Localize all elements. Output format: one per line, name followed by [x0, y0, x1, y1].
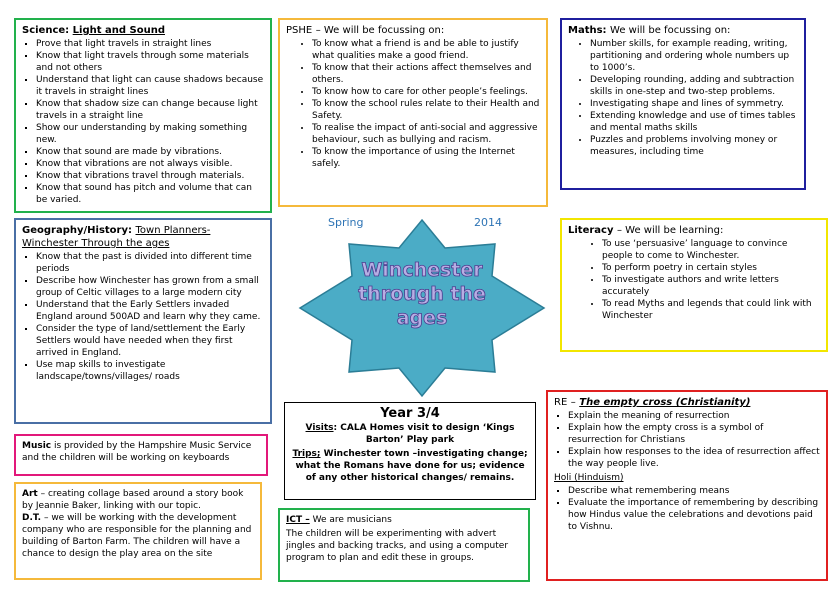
list-item: ▪ Consider the type of land/settlement the Early Settlers would have needed when they first arrived in England. [36, 323, 264, 359]
list-item: • To perform poetry in certain styles [602, 262, 820, 274]
geography-subtitle: Town Planners- Winchester Through the ages [22, 225, 211, 249]
list-item: • To know what a friend is and be able to justify what qualities make a good friend. [312, 38, 540, 62]
visits-text: : CALA Homes visit to design ‘Kings Barton’ Play park [333, 423, 515, 445]
geography-list [22, 251, 264, 383]
list-item: • To use ‘persuasive’ language to convince people to come to Winchester. [602, 238, 820, 262]
pshe-header [286, 24, 540, 37]
literacy-intro: – We will be learning: [616, 225, 724, 236]
geography-title: Geography/History: [22, 225, 132, 236]
pshe-title: PSHE [286, 25, 313, 36]
list-item: • To investigate authors and write letters accurately [602, 274, 820, 298]
list-item: ▪ Evaluate the importance of remembering by describing how Hindus value the celebrations and devotions paid to Vishnu. [568, 497, 820, 533]
list-item: ▪ Know that shadow size can change because light travels in a straight line [36, 98, 264, 122]
music-title: Music [22, 441, 52, 451]
list-item: • To read Myths and legends that could link with Winchester [602, 298, 820, 322]
list-item: • Number skills, for example reading, writing, partitioning and ordering whole numbers up to 1000’s. [590, 38, 798, 74]
list-item: • Puzzles and problems involving money or measures, including time [590, 134, 798, 158]
pshe-intro: – We will be focussing on: [315, 25, 445, 36]
list-item: • Developing rounding, adding and subtraction skills in one-step and two-step problems. [590, 74, 798, 98]
topic-star [298, 218, 546, 398]
science-subtitle: Light and Sound [72, 25, 165, 36]
dt-text-block [22, 512, 254, 560]
science-title: Science: [22, 25, 70, 36]
geography-box [14, 218, 272, 424]
dt-text: – we will be working with the development company who are responsible for the planning and building of Barton Farm. The children will have a chance to design the play area on the site [22, 513, 252, 559]
ict-box [278, 508, 530, 582]
list-item: ▪ Use map skills to investigate landscape/towns/villages/ roads [36, 359, 264, 383]
re-box [546, 390, 828, 581]
season-label: Spring [328, 216, 364, 229]
re-list-hinduism [554, 485, 820, 533]
ict-intro: We are musicians [309, 515, 392, 525]
literacy-header [568, 224, 820, 237]
list-item: ▪ Understand that the Early Settlers invaded England around 500AD and learn why they came. [36, 299, 264, 323]
list-item: • To know how to care for other people’s feelings. [312, 86, 540, 98]
list-item: ▪ Prove that light travels in straight lines [36, 38, 264, 50]
topic-title-line: ages [396, 307, 448, 329]
list-item: ▪ Show our understanding by making something new. [36, 122, 264, 146]
year-title: Year 3/4 [380, 406, 440, 421]
topic-title-line: Winchester [361, 259, 483, 281]
topic-title-line: through the [358, 283, 486, 305]
list-item: ▪ Know that vibrations are not always visible. [36, 158, 264, 170]
list-item: ▪ Know that sound are made by vibrations. [36, 146, 264, 158]
year-label: 2014 [474, 216, 502, 229]
maths-intro: We will be focussing on: [610, 25, 731, 36]
topic-title [298, 258, 546, 330]
literacy-box [560, 218, 828, 352]
holi-heading: Holi (Hinduism) [554, 473, 624, 483]
geography-header [22, 224, 264, 250]
year-box [284, 402, 536, 500]
re-title: RE [554, 397, 568, 408]
re-header: RE – The empty cross (Christianity) [554, 397, 751, 408]
list-item: ▪ Explain how responses to the idea of resurrection affect the way people live. [568, 446, 820, 470]
art-text: – creating collage based around a story book by Jeannie Baker, linking with our topic. [22, 489, 244, 511]
list-item: • To realise the impact of anti-social and aggressive behaviour, such as bullying and racism. [312, 122, 540, 146]
list-item: • To know that their actions affect themselves and others. [312, 62, 540, 86]
literacy-list [568, 238, 820, 322]
re-list-christianity [554, 410, 820, 470]
list-item: ▪ Explain the meaning of resurrection [568, 410, 820, 422]
ict-header [286, 514, 522, 526]
trips-label: Trips; [292, 449, 321, 459]
list-item: ▪ Know that sound has pitch and volume that can be varied. [36, 182, 264, 206]
music-text: is provided by the Hampshire Music Service and the children will be working on keyboards [22, 441, 252, 463]
list-item: ▪ Describe how Winchester has grown from a small group of Celtic villages to a large modern city [36, 275, 264, 299]
list-item: ▪ Know that vibrations travel through materials. [36, 170, 264, 182]
list-item: • Investigating shape and lines of symmetry. [590, 98, 798, 110]
music-box [14, 434, 268, 476]
trips-text: Winchester town –investigating change; what the Romans have done for us; evidence of any other historical changes/ remains. [295, 449, 528, 483]
art-box [14, 482, 262, 580]
maths-title: Maths: [568, 25, 607, 36]
list-item: • To know the importance of using the Internet safely. [312, 146, 540, 170]
list-item: ▪ Explain how the empty cross is a symbol of resurrection for Christians [568, 422, 820, 446]
list-item: ▪ Describe what remembering means [568, 485, 820, 497]
list-item: • Extending knowledge and use of times tables and mental maths skills [590, 110, 798, 134]
list-item: ▪ Know that the past is divided into different time periods [36, 251, 264, 275]
pshe-list [286, 38, 540, 170]
music-text-block [22, 440, 260, 464]
maths-box [560, 18, 806, 190]
maths-list [568, 38, 798, 158]
list-item: ▪ Know that light travels through some materials and not others [36, 50, 264, 74]
visits-label: Visits [305, 423, 334, 433]
list-item: • To know the school rules relate to their Health and Safety. [312, 98, 540, 122]
science-list [22, 38, 264, 206]
trips-line [291, 448, 529, 484]
list-item: ▪ Understand that light can cause shadows because it travels in straight lines [36, 74, 264, 98]
maths-header [568, 24, 798, 37]
science-header [22, 24, 264, 37]
literacy-title: Literacy [568, 225, 614, 236]
dt-title: D.T. [22, 513, 42, 523]
art-text-block [22, 488, 254, 512]
ict-text: The children will be experimenting with advert jingles and backing tracks, and using a computer program to plan and edit these in groups. [286, 529, 509, 563]
art-title: Art [22, 489, 38, 499]
re-subtitle: The empty cross (Christianity) [579, 397, 751, 408]
science-box [14, 18, 272, 213]
pshe-box [278, 18, 548, 207]
ict-title: ICT – [286, 515, 310, 525]
visits-line [291, 422, 529, 446]
